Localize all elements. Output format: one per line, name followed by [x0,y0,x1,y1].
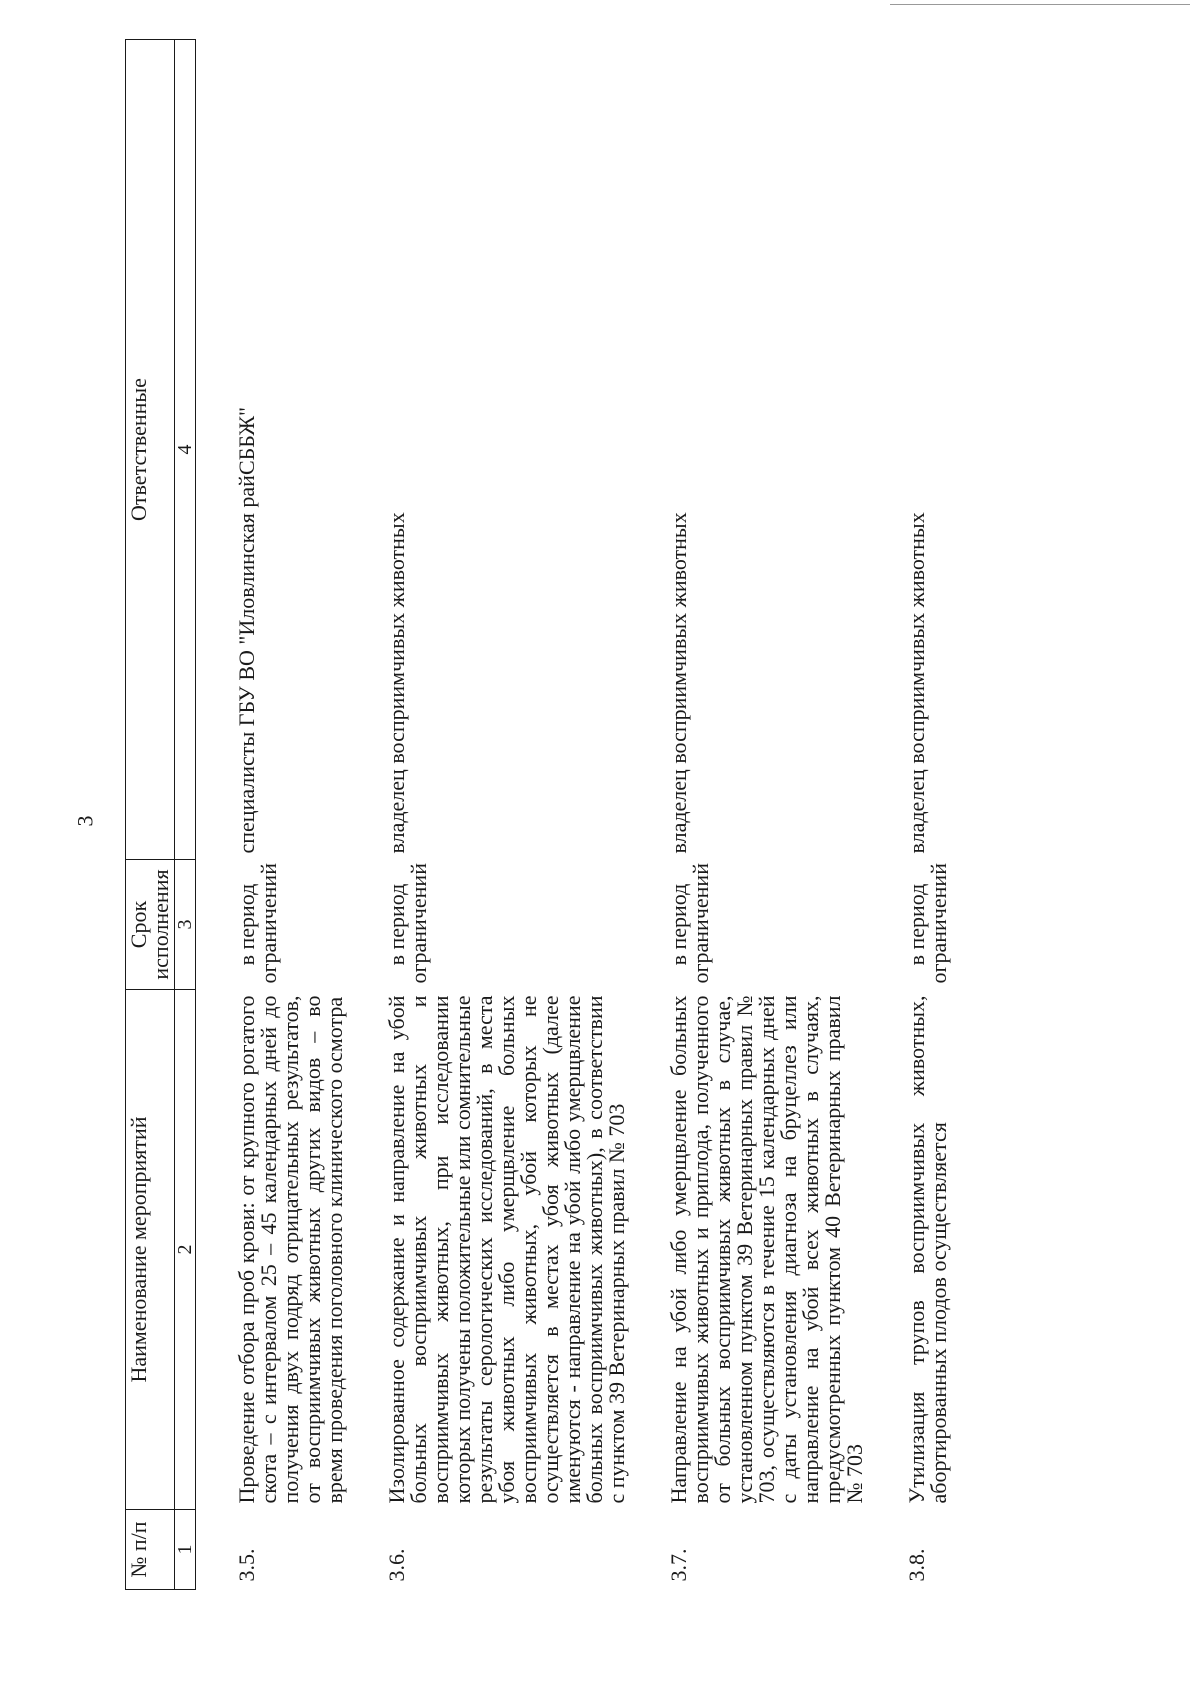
row-action: Утилизация трупов восприимчивых животных, абортированных плодов осуществляется [904,995,951,1504]
header-action: Наименование мероприятий [126,990,175,1510]
row-number: 3.6. [384,1548,409,1582]
header-index-4: 4 [175,40,196,860]
table-row [906,40,990,1590]
table-row [386,40,668,1590]
row-term: в период ограничений [666,863,713,984]
row-number: 3.7. [666,1548,691,1582]
header-index-2: 2 [175,990,196,1510]
row-responsible: владелец восприимчивых животных [904,512,929,854]
header-num: № п/п [126,1510,175,1590]
row-term: в период ограничений [234,863,281,984]
header-index-1: 1 [175,1510,196,1590]
header-responsible: Ответственные [126,40,175,860]
table-row [668,40,906,1590]
row-number: 3.8. [904,1548,929,1582]
row-responsible: специалисты ГБУ ВО "Иловлинская райСББЖ" [234,406,259,854]
row-responsible: владелец восприимчивых животных [666,512,691,854]
header-index-3: 3 [175,860,196,990]
row-action: Проведение отбора проб крови: от крупного рогатого скота – с интервалом 25 – 45 календарных дней до получения двух подряд отрицательных результатов, от восприимчивых животных других видов – во время проведения поголовного клинического осмотра [234,995,347,1504]
top-rule [890,4,1190,5]
header-term: Срок исполнения [126,860,175,990]
page-number: 3 [72,815,98,827]
row-term: в период ограничений [904,863,951,984]
rotated-page [125,40,1135,1590]
row-number: 3.5. [234,1548,259,1582]
row-action: Направление на убой либо умерщвление больных восприимчивых животных и приплода, полученного от больных восприимчивых животных в случае, установленном пунктом 39 Ветеринарных правил № 703, осуществляются в течение 15 календарных дней с даты установления диагноза на бруцеллез или направление на убой всех животных в случаях, предусмотренных пунктом 40 Ветеринарных правил № 703 [666,995,867,1504]
measures-table [125,39,990,1590]
row-responsible: владелец восприимчивых животных [384,512,409,854]
row-term: в период ограничений [384,863,431,984]
table-row [196,40,387,1590]
row-action: Изолированное содержание и направление на убой больных восприимчивых животных и восприимчивых животных, при исследовании которых получены положительные или сомнительные результаты серологических исследований, в места убоя животных либо умерщвление больных восприимчивых животных, убой которых не осуществляется в местах убоя животных (далее именуются - направление на убой либо умерщвление больных восприимчивых животных), в соответствии с пунктом 39 Ветеринарных правил № 703 [384,995,629,1504]
